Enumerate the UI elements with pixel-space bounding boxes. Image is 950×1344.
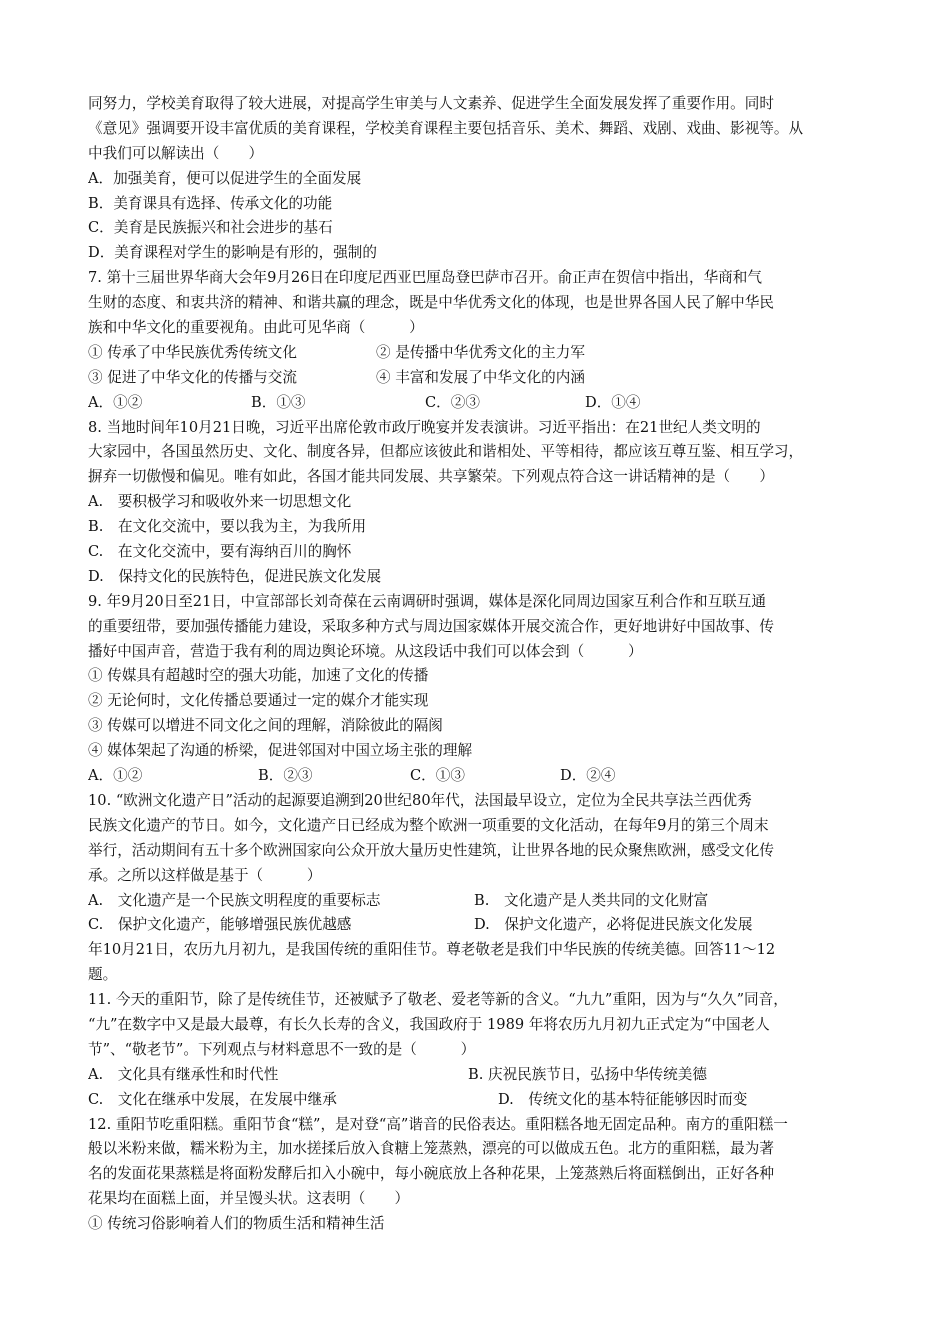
- question-12: [88, 1113, 878, 1237]
- q12-stem-line: 12. 重阳节吃重阳糕。重阳节食“糕”，是对登“高”谐音的民俗表达。重阳糕各地无固定品种。南方的重阳糕一: [88, 1115, 788, 1133]
- q10-options-row: [88, 889, 878, 914]
- q11-stem-line: 11. 今天的重阳节，除了是传统佳节，还被赋予了敬老、爱老等新的含义。“九九”重阳，因为与“久久”同音，: [88, 991, 788, 1009]
- q7-stem-line: 族和中华文化的重要视角。由此可见华商（ ）: [88, 319, 424, 337]
- q6-option-d: D．美育课程对学生的影响是有形的，强制的: [88, 244, 377, 262]
- q8-stem-line: 大家园中，各国虽然历史、文化、制度各异，但都应该彼此和谐相处、平等相待，都应该互尊互鉴、相互学习，: [88, 443, 804, 461]
- q10-stem-line: 民族文化遗产的节日。如今，文化遗产日已经成为整个欧洲一项重要的文化活动，在每年9月的第三个周末: [88, 816, 769, 834]
- q9-stem-line: 的重要纽带，要加强传播能力建设，采取多种方式与周边国家媒体开展交流合作，更好地讲好中国故事、传: [88, 617, 774, 635]
- q12-stem-line: 花果均在面糕上面，并呈馒头状。这表明（ ）: [88, 1190, 410, 1208]
- q7-option-c: C．②③: [425, 393, 480, 411]
- q6-option-c: C．美育是民族振兴和社会进步的基石: [88, 219, 333, 237]
- q7-options-row: [88, 391, 878, 416]
- q11-option-a: A. 文化具有继承性和时代性: [88, 1065, 279, 1083]
- q11-option-b: B. 庆祝民族节日，弘扬中华传统美德: [468, 1065, 707, 1083]
- q11-stem-line: “九”在数字中又是最大最尊，有长久长寿的含义，我国政府于 1989 年将农历九月初九正式定为“中国老人: [88, 1015, 770, 1033]
- q12-stem-line: 名的发面花果蒸糕是将面粉发酵后扣入小碗中，每小碗底放上各种花果，上笼蒸熟后将面糕倒出，正好各种: [88, 1165, 774, 1183]
- q8-option-b: B. 在文化交流中，要以我为主，为我所用: [88, 518, 367, 536]
- q6-stem-line: 中我们可以解读出（ ）: [88, 144, 264, 162]
- q11-option-c: C. 文化在继承中发展，在发展中继承: [88, 1090, 337, 1108]
- q7-items-row: [88, 366, 878, 391]
- q12-item-1: ① 传统习俗影响着人们的物质生活和精神生活: [88, 1215, 385, 1233]
- question-7: [88, 266, 878, 415]
- q11-options-row: [88, 1088, 878, 1113]
- q10-stem-line: 承。之所以这样做是基于（ ）: [88, 866, 322, 884]
- q11-options-row: [88, 1063, 878, 1088]
- q9-item-3: ③ 传媒可以增进不同文化之间的理解，消除彼此的隔阂: [88, 717, 443, 735]
- q12-stem-line: 般以米粉来做，糯米粉为主，加水搓揉后放入食糖上笼蒸熟，漂亮的可以做成五色。北方的重阳糕，最为著: [88, 1140, 774, 1158]
- q8-stem-line: 8. 当地时间年10月21日晚，习近平出席伦敦市政厅晚宴并发表演讲。习近平指出：在21世纪人类文明的: [88, 418, 761, 436]
- q9-item-4: ④ 媒体架起了沟通的桥梁，促进邻国对中国立场主张的理解: [88, 742, 473, 760]
- q9-item-2: ② 无论何时，文化传播总要通过一定的媒介才能实现: [88, 692, 429, 710]
- question-10: [88, 789, 878, 938]
- q6-option-a: A．加强美育，便可以促进学生的全面发展: [88, 169, 362, 187]
- exam-page: [88, 92, 878, 1237]
- q8-option-c: C. 在文化交流中，要有海纳百川的胸怀: [88, 543, 352, 561]
- q10-option-a: A. 文化遗产是一个民族文明程度的重要标志: [88, 891, 381, 909]
- q6-option-b: B．美育课具有选择、传承文化的功能: [88, 194, 333, 212]
- q11-option-d: D. 传统文化的基本特征能够因时而变: [498, 1090, 748, 1108]
- q9-option-c: C．①③: [410, 767, 465, 785]
- material-11-12: [88, 938, 878, 988]
- q9-item-1: ① 传媒具有超越时空的强大功能，加速了文化的传播: [88, 667, 429, 685]
- q9-option-b: B．②③: [258, 767, 313, 785]
- q7-item-4: ④ 丰富和发展了中华文化的内涵: [376, 368, 585, 386]
- q7-option-d: D．①④: [585, 393, 641, 411]
- q9-stem-line: 9. 年9月20日至21日，中宣部部长刘奇葆在云南调研时强调，媒体是深化同周边国家互利合作和互联互通: [88, 592, 766, 610]
- q10-option-d: D. 保护文化遗产，必将促进民族文化发展: [474, 916, 753, 934]
- q7-option-a: A．①②: [88, 393, 143, 411]
- q7-items-row: [88, 341, 878, 366]
- q8-option-a: A. 要积极学习和吸收外来一切思想文化: [88, 493, 352, 511]
- q7-option-b: B．①③: [251, 393, 306, 411]
- q10-stem-line: 举行，活动期间有五十多个欧洲国家向公众开放大量历史性建筑，让世界各地的民众聚焦欧洲，感受文化传: [88, 841, 774, 859]
- q7-stem-line: 生财的态度、和衷共济的精神、和谐共赢的理念，既是中华优秀文化的体现，也是世界各国人民了解中华民: [88, 294, 774, 312]
- q7-stem-line: 7. 第十三届世界华商大会年9月26日在印度尼西亚巴厘岛登巴萨市召开。俞正声在贺信中指出，华商和气: [88, 269, 762, 287]
- q7-item-1: ① 传承了中华民族优秀传统文化: [88, 343, 297, 361]
- q10-stem-line: 10. “欧洲文化遗产日”活动的起源要追溯到20世纪80年代，法国最早设立，定位为全民共享法兰西优秀: [88, 791, 752, 809]
- q6-stem-line: 《意见》强调要开设丰富优质的美育课程，学校美育课程主要包括音乐、美术、舞蹈、戏剧、戏曲、影视等。从: [88, 119, 804, 137]
- q10-option-b: B. 文化遗产是人类共同的文化财富: [474, 891, 709, 909]
- q8-stem-line: 摒弃一切傲慢和偏见。唯有如此，各国才能共同发展、共享繁荣。下列观点符合这一讲话精神的是（ ）: [88, 468, 774, 486]
- material-line: 年10月21日，农历九月初九，是我国传统的重阳佳节。尊老敬老是我们中华民族的传统美德。回答11～12: [88, 941, 776, 959]
- q11-stem-line: 节”、“敬老节”。下列观点与材料意思不一致的是（ ）: [88, 1040, 476, 1058]
- q9-option-d: D．②④: [560, 767, 616, 785]
- q7-item-3: ③ 促进了中华文化的传播与交流: [88, 368, 297, 386]
- q10-options-row: [88, 913, 878, 938]
- q9-option-a: A．①②: [88, 767, 143, 785]
- material-line: 题。: [88, 966, 118, 984]
- question-11: [88, 988, 878, 1112]
- q9-options-row: [88, 764, 878, 789]
- q9-stem-line: 播好中国声音，营造于我有利的周边舆论环境。从这段话中我们可以体会到（ ）: [88, 642, 643, 660]
- q7-item-2: ② 是传播中华优秀文化的主力军: [376, 343, 585, 361]
- question-8: [88, 416, 878, 590]
- question-9: [88, 590, 878, 789]
- q8-option-d: D. 保持文化的民族特色，促进民族文化发展: [88, 567, 382, 585]
- q6-stem-line: 同努力，学校美育取得了较大进展，对提高学生审美与人文素养、促进学生全面发展发挥了重要作用。同时: [88, 95, 774, 112]
- q10-option-c: C. 保护文化遗产，能够增强民族优越感: [88, 916, 352, 934]
- question-6: [88, 92, 878, 266]
